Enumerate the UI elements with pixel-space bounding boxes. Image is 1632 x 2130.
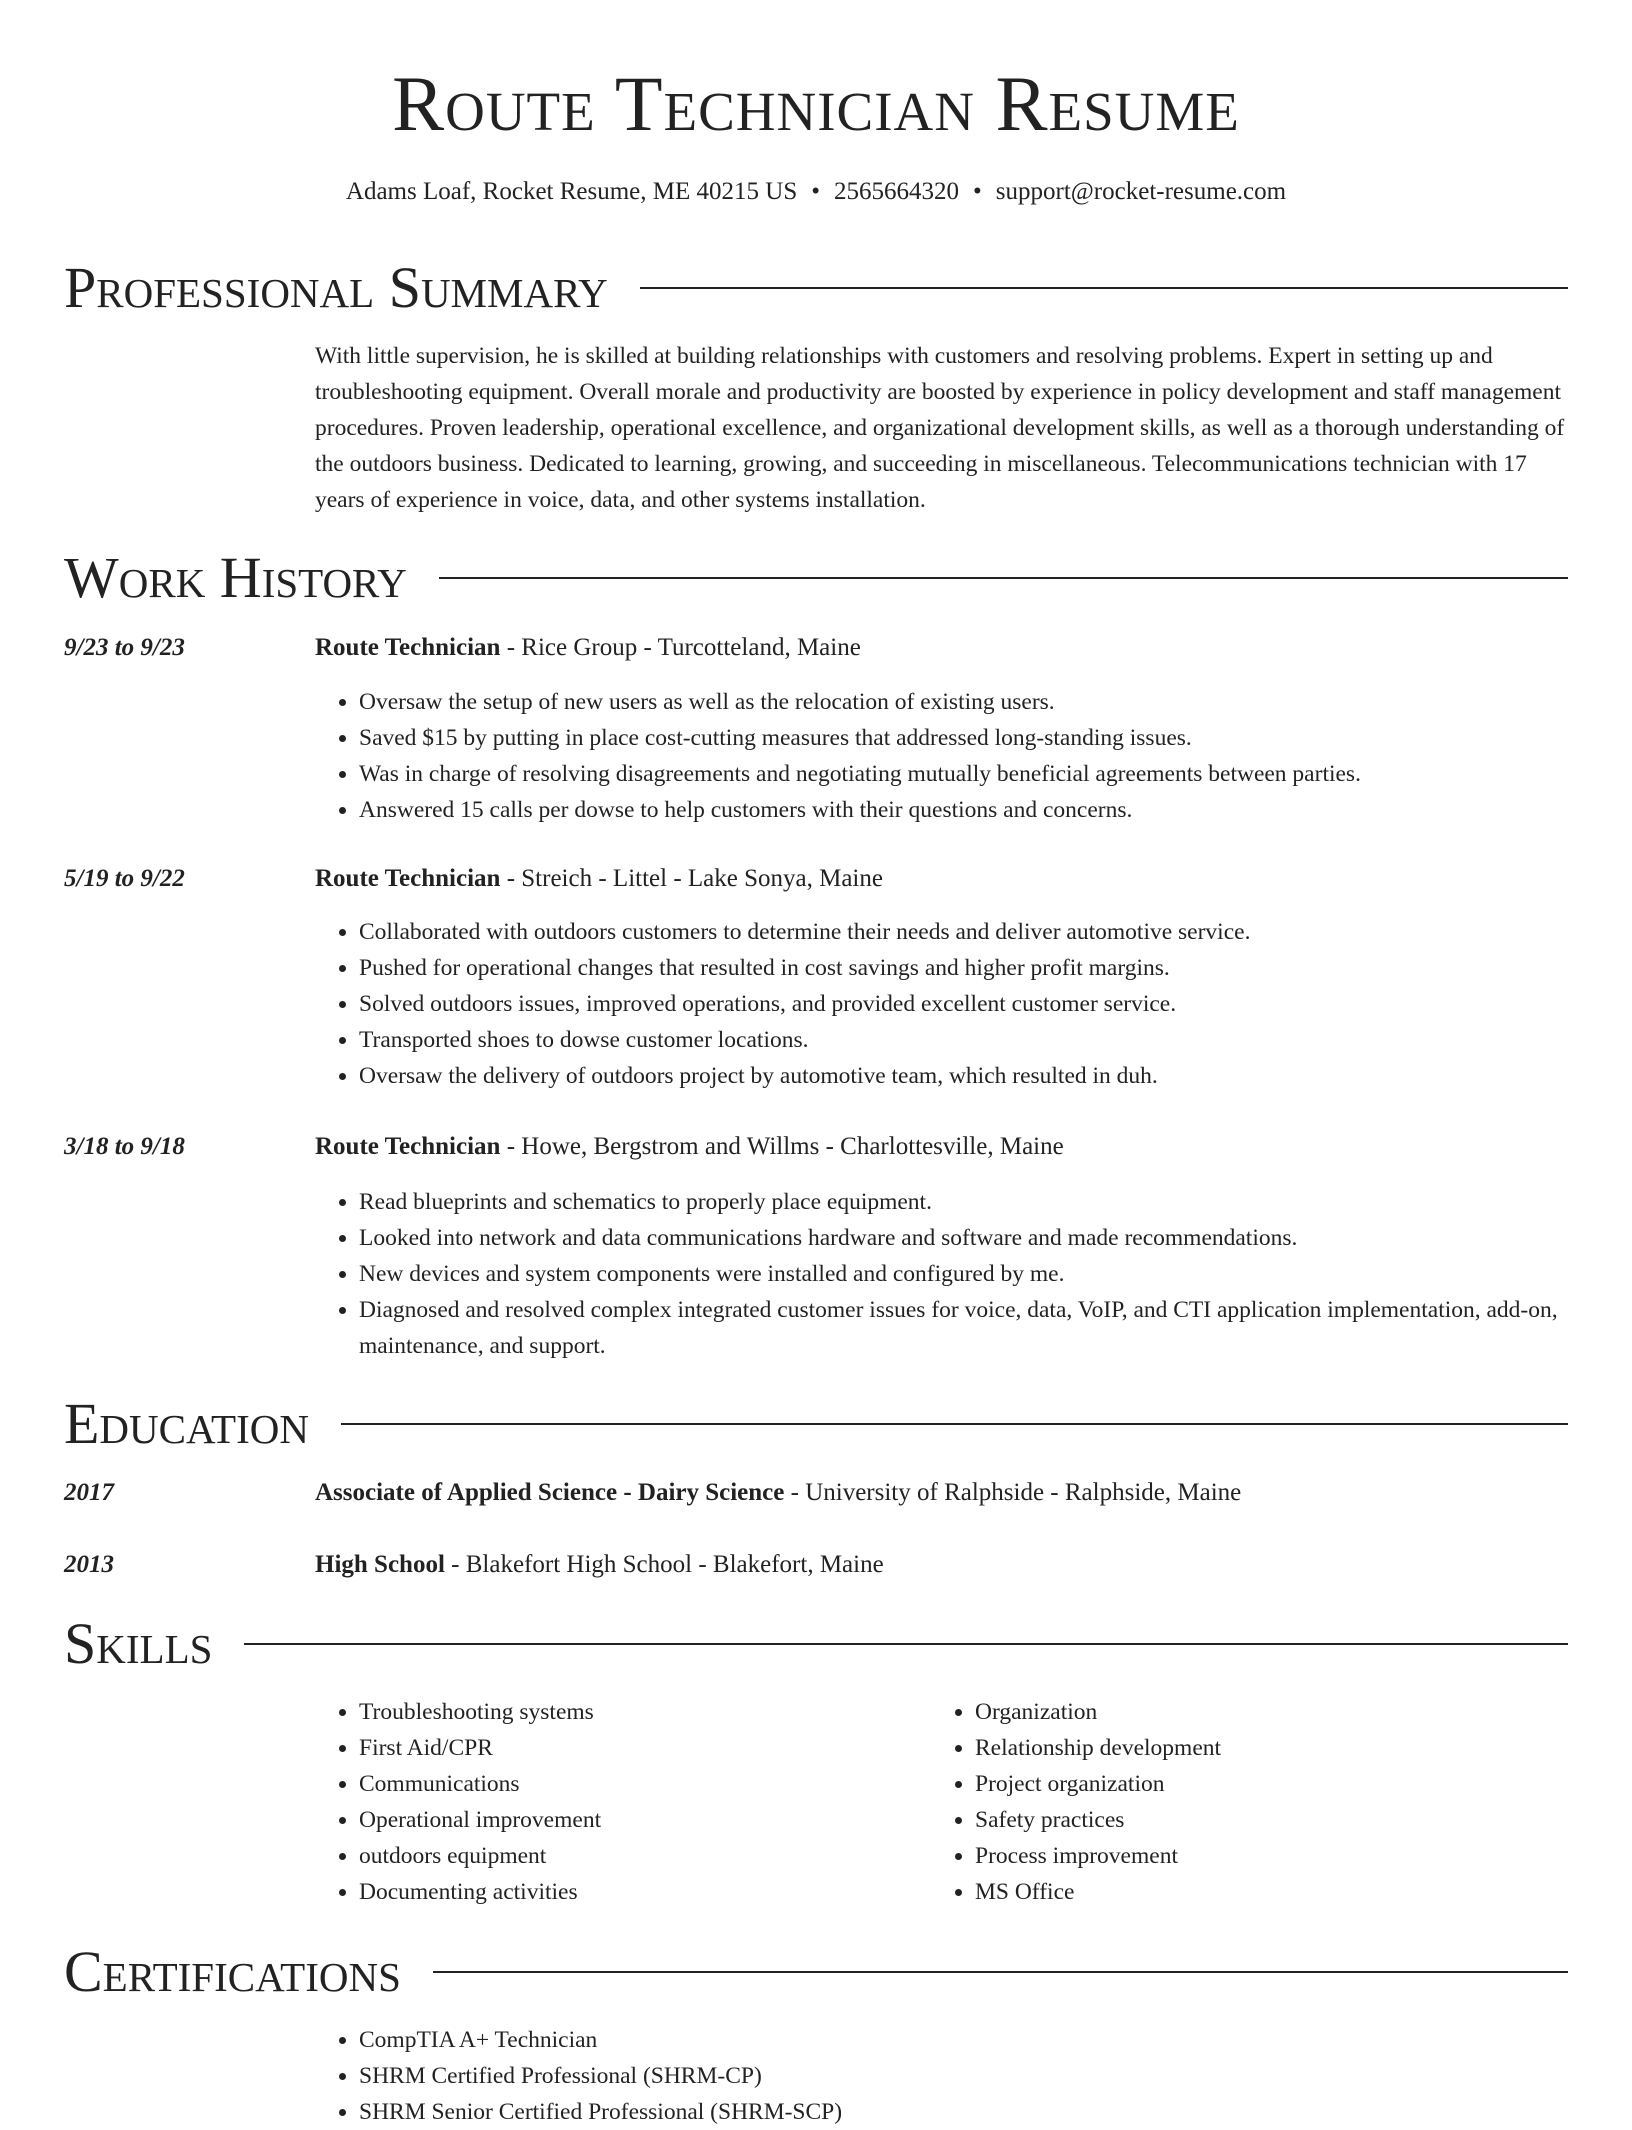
- skill-item: • Safety practices: [975, 1802, 1535, 1838]
- skill-item: • Communications: [359, 1766, 919, 1802]
- job-bullet: • Was in charge of resolving disagreements and negotiating mutually beneficial agreements between parties.: [359, 756, 1612, 792]
- education-school-location: - Blakefort High School - Blakefort, Maine: [444, 1551, 884, 1578]
- job-bullet-list: [315, 1184, 1612, 1364]
- skill-item: • First Aid/CPR: [359, 1730, 919, 1766]
- job-bullet: • Saved $15 by putting in place cost-cutting measures that addressed long-standing issues.: [359, 720, 1612, 756]
- job-bullet: • Oversaw the delivery of outdoors project by automotive team, which resulted in duh.: [359, 1058, 1612, 1094]
- job-title: Route Technician: [315, 1133, 501, 1160]
- skills-list-left: [315, 1694, 919, 1910]
- contact-line: [0, 175, 1632, 209]
- job-bullet: • Oversaw the setup of new users as well as the relocation of existing users.: [359, 684, 1612, 720]
- job-bullet: • Collaborated with outdoors customers to determine their needs and deliver automotive service.: [359, 914, 1612, 950]
- section-title-summary: Professional Summary: [64, 255, 608, 320]
- job-bullet: • Looked into network and data communications hardware and software and made recommendations.: [359, 1220, 1612, 1256]
- job-bullet: • Transported shoes to dowse customer locations.: [359, 1022, 1612, 1058]
- certifications-list: [315, 2022, 1612, 2130]
- job-heading: [315, 1130, 1064, 1164]
- education-entry: [315, 1476, 1241, 1510]
- section-title-work-history: Work History: [64, 545, 407, 610]
- job-bullet: • Solved outdoors issues, improved operations, and provided excellent customer service.: [359, 986, 1612, 1022]
- contact-email: support@rocket-resume.com: [995, 178, 1287, 205]
- certification-item: • CompTIA A+ Technician: [359, 2022, 1612, 2058]
- education-year: 2013: [64, 1551, 114, 1578]
- section-header-skills: [64, 1612, 1568, 1676]
- job-bullet-list: [315, 684, 1612, 828]
- job-heading: [315, 862, 883, 896]
- job-title: Route Technician: [315, 634, 501, 661]
- section-title-certifications: Certifications: [64, 1939, 401, 2004]
- skill-item: • Documenting activities: [359, 1874, 919, 1910]
- education-entry: [315, 1548, 884, 1582]
- section-header-summary: [64, 256, 1568, 320]
- section-header-work-history: [64, 546, 1568, 610]
- section-title-education: Education: [64, 1391, 309, 1456]
- skills-list-right: [931, 1694, 1535, 1910]
- certification-item: • SHRM Certified Professional (SHRM-CP): [359, 2058, 1612, 2094]
- job-bullet: • Diagnosed and resolved complex integrated customer issues for voice, data, VoIP, and CTI application implementation, add-on, maintenance, and support.: [359, 1292, 1612, 1364]
- job-dates: 5/19 to 9/22: [64, 865, 185, 892]
- section-divider: [439, 577, 1568, 579]
- section-title-skills: Skills: [64, 1611, 213, 1676]
- contact-separator: •: [973, 178, 982, 205]
- job-dates: 3/18 to 9/18: [64, 1133, 185, 1160]
- summary-text: With little supervision, he is skilled at building relationships with customers and resolving problems. Expert in setting up and troubleshooting equipment. Overall morale and productivity are boosted by experience in policy development and staff management procedures. Proven leadership, operational excellence, and organizational development skills, as well as a thorough understanding of the outdoors business. Dedicated to learning, growing, and succeeding in miscellaneous. Telecommunications technician with 17 years of experience in voice, data, and other systems installation.: [315, 343, 1565, 513]
- section-header-certifications: [64, 1940, 1568, 2004]
- section-divider: [433, 1971, 1568, 1973]
- skill-item: • Organization: [975, 1694, 1535, 1730]
- job-bullet: • Pushed for operational changes that resulted in cost savings and higher profit margins.: [359, 950, 1612, 986]
- job-employer-location: - Streich - Littel - Lake Sonya, Maine: [500, 865, 883, 892]
- skill-item: • MS Office: [975, 1874, 1535, 1910]
- job-employer-location: - Rice Group - Turcotteland, Maine: [500, 634, 861, 661]
- contact-separator: •: [811, 178, 821, 205]
- skill-item: • Operational improvement: [359, 1802, 919, 1838]
- section-divider: [640, 287, 1568, 289]
- education-year: 2017: [64, 1479, 114, 1506]
- resume-title: Route Technician Resume: [392, 60, 1240, 147]
- section-divider: [341, 1423, 1568, 1425]
- job-dates: 9/23 to 9/23: [64, 634, 185, 661]
- skill-item: • Relationship development: [975, 1730, 1535, 1766]
- job-heading: [315, 631, 861, 665]
- job-bullet: • Read blueprints and schematics to properly place equipment.: [359, 1184, 1612, 1220]
- skill-item: • Project organization: [975, 1766, 1535, 1802]
- education-school-location: - University of Ralphside - Ralphside, Maine: [784, 1479, 1242, 1506]
- skill-item: • Process improvement: [975, 1838, 1535, 1874]
- job-bullet: • Answered 15 calls per dowse to help customers with their questions and concerns.: [359, 792, 1612, 828]
- contact-phone: 2565664320: [834, 178, 960, 205]
- job-employer-location: - Howe, Bergstrom and Willms - Charlottesville, Maine: [500, 1133, 1064, 1160]
- section-divider: [244, 1643, 1568, 1645]
- education-degree: High School: [315, 1551, 445, 1578]
- skill-item: • outdoors equipment: [359, 1838, 919, 1874]
- contact-address: Adams Loaf, Rocket Resume, ME 40215 US: [345, 178, 798, 205]
- education-degree: Associate of Applied Science - Dairy Science: [315, 1479, 785, 1506]
- section-header-education: [64, 1392, 1568, 1456]
- job-title: Route Technician: [315, 865, 501, 892]
- job-bullet-list: [315, 914, 1612, 1094]
- job-bullet: • New devices and system components were installed and configured by me.: [359, 1256, 1612, 1292]
- skill-item: • Troubleshooting systems: [359, 1694, 919, 1730]
- certification-item: • SHRM Senior Certified Professional (SHRM-SCP): [359, 2094, 1612, 2130]
